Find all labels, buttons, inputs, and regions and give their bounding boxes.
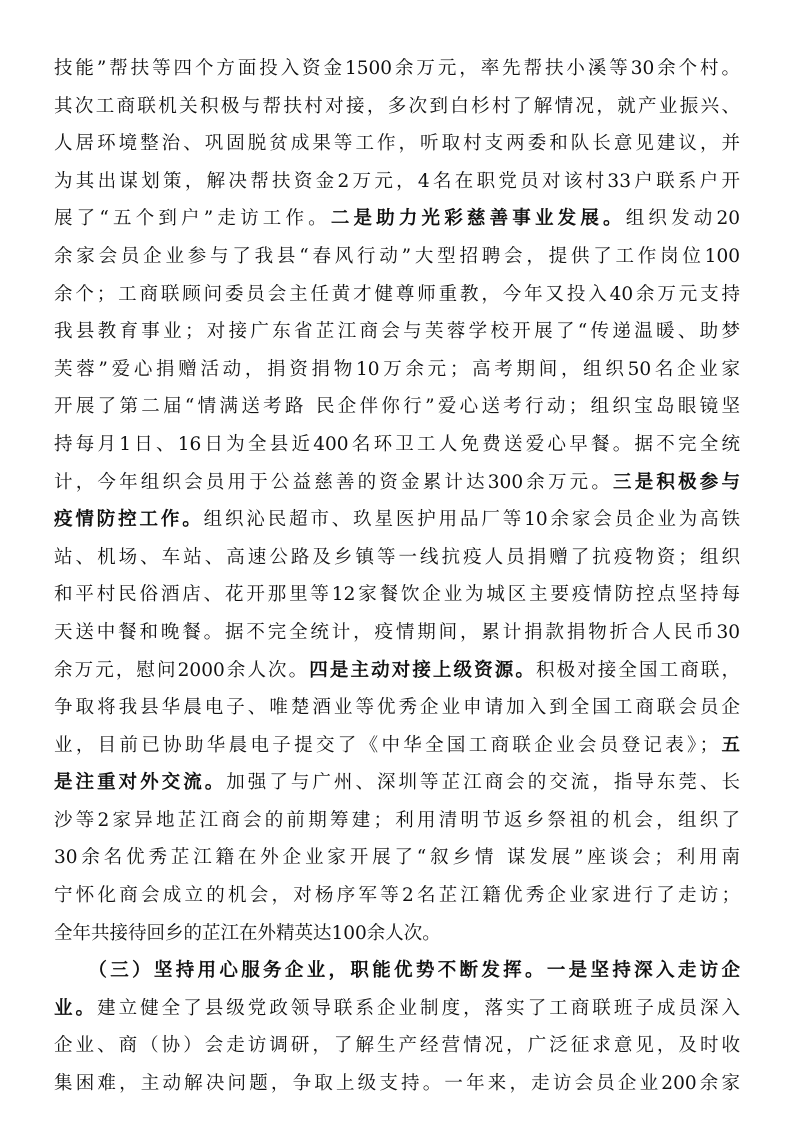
text-line	[54, 877, 740, 915]
text-segment: 余个；工商联顾问委员会主任黄才健尊师重教，今年又投入40余万元支持	[54, 283, 740, 305]
text-line	[54, 276, 740, 314]
text-segment: 30余名优秀芷江籍在外企业家开展了“叙乡情 谋发展”座谈会；利用南	[54, 847, 740, 869]
text-segment: 加强了与广州、深圳等芷江商会的交流，指导东莞、长	[226, 772, 740, 794]
text-line	[54, 764, 740, 802]
text-segment: 余家会员企业参与了我县“春风行动”大型招聘会，提供了工作岗位100	[54, 245, 740, 267]
text-line	[54, 1065, 740, 1103]
text-segment: 计，今年组织会员用于公益慈善的资金累计达300余万元。	[54, 471, 614, 493]
text-line	[54, 1027, 740, 1065]
text-segment: 宁怀化商会成立的机会，对杨序军等2名芷江籍优秀企业家进行了走访；	[54, 885, 740, 907]
text-segment: 和平村民俗酒店、花开那里等12家餐饮企业为城区主要疫情防控点坚持每	[54, 584, 740, 606]
text-segment: 组织发动20	[625, 208, 740, 230]
text-segment: 开展了第二届“情满送考路 民企伴你行”爱心送考行动；组织宝岛眼镜坚	[54, 396, 740, 418]
text-segment: 积极对接全国工商联，	[535, 659, 740, 681]
text-segment: 展了“五个到户”走访工作。	[54, 208, 331, 230]
text-segment: 芙蓉”爱心捐赠活动，捐资捐物10万余元；高考期间，组织50名企业家	[54, 358, 740, 380]
text-line	[54, 839, 740, 877]
text-line	[54, 313, 740, 351]
text-line	[54, 200, 740, 238]
text-line	[54, 727, 740, 765]
bold-text-segment: 业。	[54, 997, 98, 1019]
text-segment: 沙等2家异地芷江商会的前期筹建；利用清明节返乡祭祖的机会，组织了	[54, 809, 740, 831]
text-line	[54, 689, 740, 727]
text-segment: 业，目前已协助华晨电子提交了《中华全国工商联企业会员登记表》；	[54, 734, 719, 756]
text-segment: 天送中餐和晚餐。据不完全统计，疫情期间，累计捐款捐物折合人民币30	[54, 621, 740, 643]
text-segment: 组织沁民超市、玖星医护用品厂等10余家会员企业为高铁	[203, 509, 740, 531]
bold-text-segment: 是注重对外交流。	[54, 772, 227, 794]
text-line	[54, 576, 740, 614]
text-line	[54, 464, 740, 502]
text-line	[54, 88, 740, 126]
text-line	[54, 351, 740, 389]
bold-text-segment: 疫情防控工作。	[54, 509, 204, 531]
text-line	[54, 952, 740, 990]
text-line	[54, 426, 740, 464]
text-line	[54, 614, 740, 652]
text-segment: 余万元，慰问2000余人次。	[54, 659, 310, 681]
text-segment: 争取将我县华晨电子、唯楚酒业等优秀企业申请加入到全国工商联会员企	[54, 697, 740, 719]
text-line	[54, 238, 740, 276]
text-segment: 站、机场、车站、高速公路及乡镇等一线抗疫人员捐赠了抗疫物资；组织	[54, 546, 740, 568]
text-line	[54, 802, 740, 840]
bold-text-segment: 三是积极参与	[613, 471, 740, 493]
text-line	[54, 501, 740, 539]
text-segment: 技能”帮扶等四个方面投入资金1500余万元，率先帮扶小溪等30余个村。	[54, 58, 740, 79]
text-line	[54, 125, 740, 163]
bold-text-segment: 四是主动对接上级资源。	[309, 659, 536, 681]
text-segment: 其次工商联机关积极与帮扶村对接，多次到白杉村了解情况，就产业振兴、	[54, 95, 740, 117]
text-segment: 人居环境整治、巩固脱贫成果等工作，听取村支两委和队长意见建议，并	[54, 133, 740, 155]
text-line	[54, 388, 740, 426]
bold-text-segment: 五	[718, 734, 740, 756]
text-segment: 为其出谋划策，解决帮扶资金2万元，4名在职党员对该村33户联系户开	[54, 170, 740, 192]
text-segment: 企业、商（协）会走访调研，了解生产经营情况，广泛征求意见，及时收	[54, 1035, 740, 1057]
document-page	[54, 50, 740, 1103]
text-line	[54, 915, 740, 953]
bold-text-segment: （三）坚持用心服务企业，职能优势不断发挥。一是坚持深入走访企	[54, 960, 740, 982]
text-line	[54, 652, 740, 690]
text-segment: 我县教育事业；对接广东省芷江商会与芙蓉学校开展了“传递温暖、助梦	[54, 321, 740, 343]
bold-text-segment: 二是助力光彩慈善事业发展。	[330, 208, 626, 230]
text-segment: 持每月1日、16日为全县近400名环卫工人免费送爱心早餐。据不完全统	[54, 433, 740, 455]
text-segment: 全年共接待回乡的芷江在外精英达100余人次。	[54, 922, 441, 944]
text-line	[54, 539, 740, 577]
text-line	[54, 990, 740, 1028]
text-segment: 建立健全了县级党政领导联系企业制度，落实了工商联班子成员深入	[97, 997, 740, 1019]
text-line	[54, 163, 740, 201]
text-segment: 集困难，主动解决问题，争取上级支持。一年来，走访会员企业200余家	[54, 1073, 740, 1095]
text-line	[54, 50, 740, 88]
